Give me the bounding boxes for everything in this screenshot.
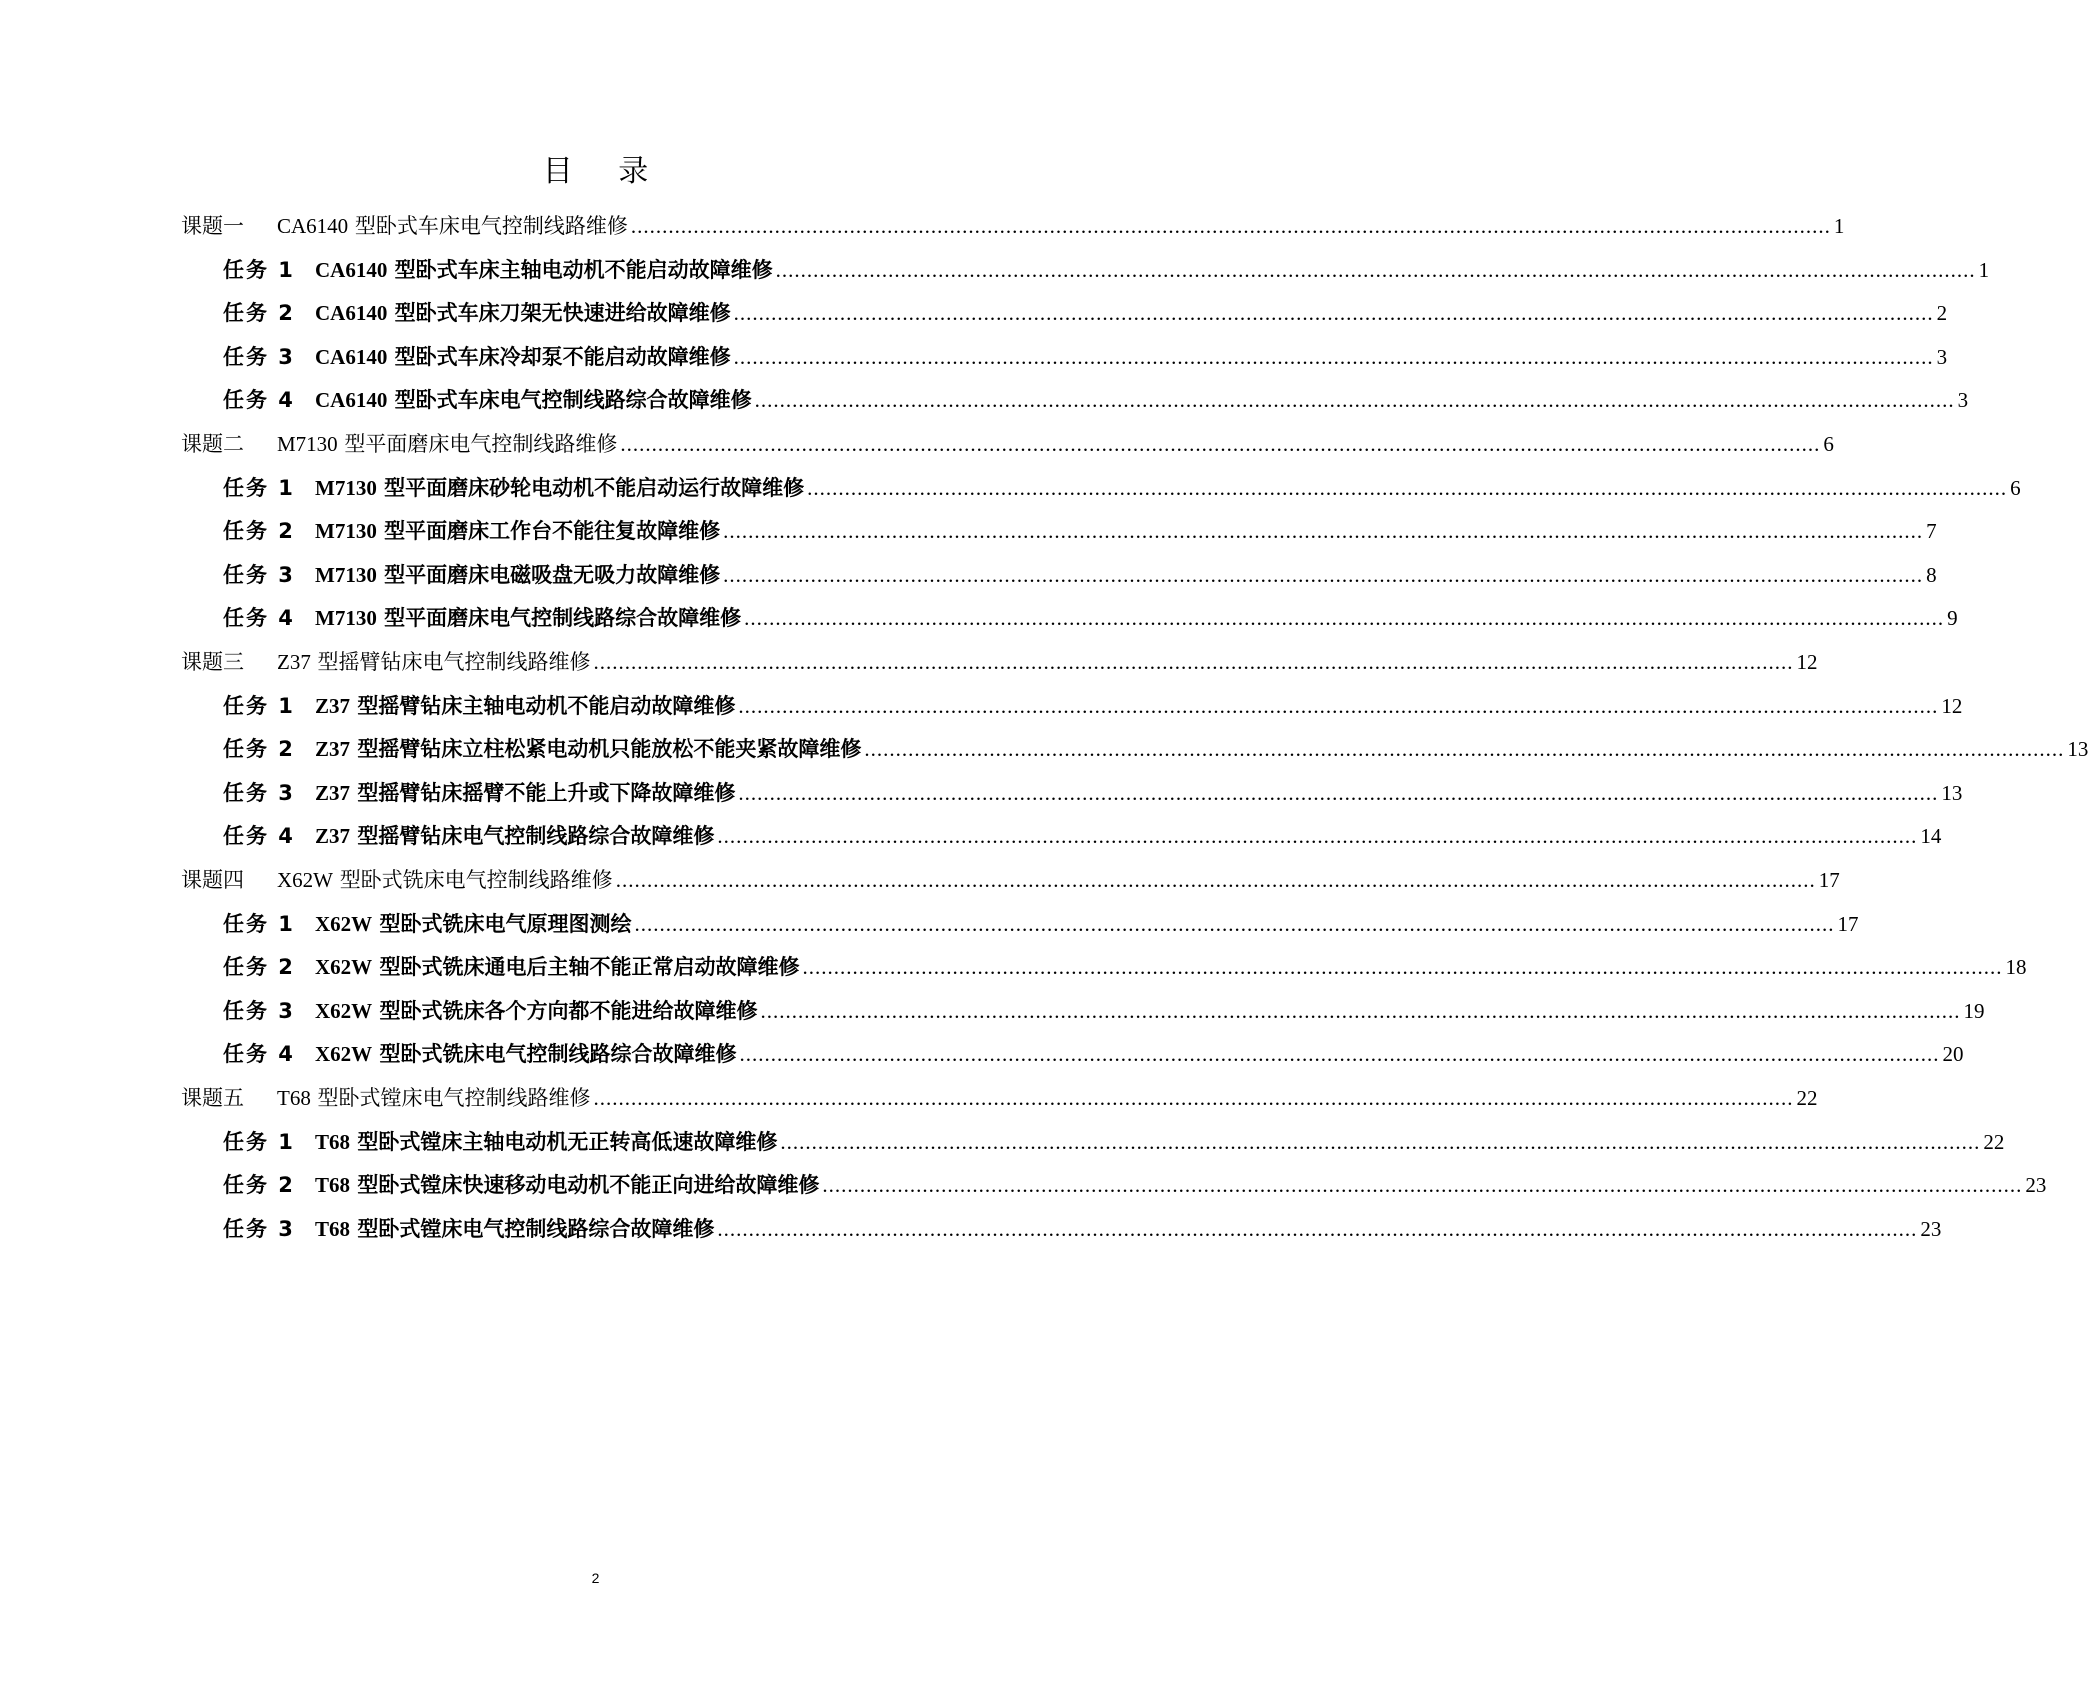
toc-dot-leader (723, 514, 1923, 548)
toc-entry-label: 任务 3 (223, 998, 295, 1023)
toc-entry-title-text: 型摇臂钻床电气控制线路维修 (317, 650, 591, 674)
toc-entry-title (277, 863, 613, 897)
toc-entry-label: 任务 2 (223, 519, 295, 544)
toc-entry-title-text: 型卧式车床刀架无快速进给故障维修 (394, 301, 731, 326)
toc-entry-page: 13 (1941, 780, 1963, 805)
toc-task-entry[interactable] (223, 1168, 2047, 1202)
toc-task-entry[interactable] (223, 1212, 1942, 1246)
toc-entry-code: X62W (315, 998, 373, 1023)
toc-dot-leader (776, 253, 1976, 287)
toc-entry-label: 课题五 (181, 1086, 244, 1110)
page-number: 2 (591, 1570, 600, 1586)
toc-task-entry[interactable] (223, 950, 2027, 984)
toc-dot-leader (739, 1037, 1939, 1071)
toc-dot-leader (760, 994, 1960, 1028)
toc-entry-title-text: 型卧式镗床电气控制线路综合故障维修 (357, 1216, 715, 1241)
toc-entry-code: Z37 (315, 693, 351, 718)
toc-entry-page: 7 (1926, 519, 1937, 544)
toc-entry-label: 任务 2 (223, 301, 295, 326)
toc-entry-code: M7130 (277, 432, 338, 456)
toc-entry-page: 17 (1818, 868, 1840, 892)
toc-task-entry[interactable] (223, 601, 1958, 635)
toc-entry-title-text: 型平面磨床电磁吸盘无吸力故障维修 (384, 562, 721, 587)
toc-entry-label: 任务 1 (223, 693, 295, 718)
toc-entry-label: 任务 4 (223, 606, 295, 631)
toc-entry-label: 任务 3 (223, 1216, 295, 1241)
toc-entry-title-text: 型卧式铣床电气控制线路综合故障维修 (379, 1042, 737, 1067)
toc-entry-title (277, 645, 591, 679)
toc-chapter-entry[interactable] (181, 645, 1818, 679)
toc-dot-leader (723, 558, 1923, 592)
toc-entry-code: M7130 (315, 519, 377, 544)
toc-entry-code: Z37 (277, 650, 311, 674)
toc-entry-code: CA6140 (315, 344, 388, 369)
toc-entry-page: 6 (1823, 432, 1834, 456)
toc-dot-leader (807, 471, 2007, 505)
toc-entry-page: 22 (1796, 1086, 1818, 1110)
toc-entry-page: 17 (1837, 911, 1859, 936)
toc-dot-leader (734, 296, 1934, 330)
toc-entry-page: 13 (2067, 737, 2088, 762)
toc-dot-leader (616, 863, 1816, 897)
toc-entry-label: 课题二 (181, 432, 244, 456)
toc-entry-page: 23 (1920, 1216, 1942, 1241)
toc-entry-label: 任务 3 (223, 562, 295, 587)
toc-task-entry[interactable] (223, 471, 2021, 505)
toc-entry-title (315, 471, 804, 505)
toc-entry-code: CA6140 (315, 257, 388, 282)
toc-entry-title (315, 253, 773, 287)
toc-task-entry[interactable] (223, 994, 1985, 1028)
toc-dot-leader (734, 340, 1934, 374)
toc-entry-label: 任务 1 (223, 257, 295, 282)
toc-entry-code: T68 (315, 1129, 351, 1154)
toc-entry-label: 任务 1 (223, 911, 295, 936)
toc-entry-title (277, 209, 628, 243)
toc-entry-title (315, 1212, 714, 1246)
toc-entry-page: 12 (1796, 650, 1818, 674)
toc-task-entry[interactable] (223, 514, 1937, 548)
toc-entry-page: 8 (1926, 562, 1937, 587)
toc-entry-title-text: 型平面磨床砂轮电动机不能启动运行故障维修 (384, 475, 805, 500)
toc-dot-leader (717, 1212, 1917, 1246)
toc-entry-code: CA6140 (315, 388, 388, 413)
toc-entry-title (315, 819, 714, 853)
toc-task-entry[interactable] (223, 296, 1948, 330)
toc-entry-page: 12 (1941, 693, 1963, 718)
toc-entry-title-text: 型卧式镗床电气控制线路维修 (317, 1086, 591, 1110)
page-title: 目 录 (542, 154, 667, 189)
toc-task-entry[interactable] (223, 253, 1990, 287)
toc-entry-label: 任务 2 (223, 955, 295, 980)
toc-dot-leader (594, 645, 1794, 679)
toc-entry-title (315, 689, 735, 723)
toc-entry-label: 任务 2 (223, 1173, 295, 1198)
toc-entry-code: M7130 (315, 562, 377, 587)
toc-entry-page: 22 (1983, 1129, 2005, 1154)
toc-dot-leader (802, 950, 2002, 984)
toc-entry-code: CA6140 (277, 214, 349, 238)
toc-entry-title (315, 340, 731, 374)
toc-chapter-entry[interactable] (181, 427, 1834, 461)
toc-entry-title (315, 907, 631, 941)
toc-entry-title-text: 型卧式铣床通电后主轴不能正常启动故障维修 (379, 955, 800, 980)
toc-entry-title-text: 型摇臂钻床电气控制线路综合故障维修 (357, 824, 715, 849)
toc-entry-title-text: 型卧式车床电气控制线路综合故障维修 (394, 388, 752, 413)
toc-entry-title (315, 601, 741, 635)
toc-entry-title-text: 型卧式铣床各个方向都不能进给故障维修 (379, 998, 758, 1023)
toc-entry-code: M7130 (315, 606, 377, 631)
toc-entry-title (315, 994, 757, 1028)
toc-entry-label: 任务 3 (223, 344, 295, 369)
toc-entry-title-text: 型平面磨床电气控制线路综合故障维修 (384, 606, 742, 631)
toc-dot-leader (755, 383, 1955, 417)
toc-chapter-entry[interactable] (181, 863, 1840, 897)
toc-dot-leader (738, 776, 1938, 810)
toc-task-entry[interactable] (223, 907, 1859, 941)
toc-entry-title-text: 型卧式镗床快速移动电动机不能正向进给故障维修 (357, 1173, 820, 1198)
toc-chapter-entry[interactable] (181, 1081, 1818, 1115)
toc-entry-title (315, 558, 720, 592)
toc-entry-code: T68 (315, 1216, 351, 1241)
toc-entry-code: X62W (315, 1042, 373, 1067)
toc-entry-page: 18 (2005, 955, 2027, 980)
toc-task-entry[interactable] (223, 732, 2088, 766)
toc-entry-title-text: 型摇臂钻床主轴电动机不能启动故障维修 (357, 693, 736, 718)
toc-entry-title (315, 950, 799, 984)
toc-entry-title (315, 383, 752, 417)
toc-entry-title-text: 型平面磨床电气控制线路维修 (344, 432, 618, 456)
toc-entry-label: 课题一 (181, 214, 244, 238)
toc-entry-title (315, 296, 731, 330)
toc-entry-label: 任务 4 (223, 1042, 295, 1067)
toc-entry-code: T68 (277, 1086, 311, 1110)
toc-entry-code: M7130 (315, 475, 377, 500)
toc-entry-title (315, 732, 861, 766)
toc-entry-title (277, 1081, 591, 1115)
toc-entry-label: 任务 3 (223, 780, 295, 805)
toc-entry-label: 任务 2 (223, 737, 295, 762)
toc-entry-label: 课题三 (181, 650, 244, 674)
toc-entry-page: 6 (2010, 475, 2021, 500)
toc-dot-leader (634, 907, 1834, 941)
toc-entry-title-text: 型卧式车床冷却泵不能启动故障维修 (394, 344, 731, 369)
toc-entry-title-text: 型卧式铣床电气原理图测绘 (379, 911, 632, 936)
toc-entry-title (315, 1037, 736, 1071)
toc-task-entry[interactable] (223, 819, 1942, 853)
toc-dot-leader (864, 732, 2064, 766)
toc-dot-leader (780, 1125, 1980, 1159)
toc-entry-title-text: 型卧式镗床主轴电动机无正转高低速故障维修 (357, 1129, 778, 1154)
toc-chapter-entry[interactable] (181, 209, 1845, 243)
toc-dot-leader (738, 689, 1938, 723)
toc-dot-leader (631, 209, 1831, 243)
toc-entry-title (315, 776, 735, 810)
toc-entry-label: 任务 1 (223, 1129, 295, 1154)
toc-entry-code: Z37 (315, 737, 351, 762)
toc-task-entry[interactable] (223, 383, 1969, 417)
toc-entry-title (315, 1125, 777, 1159)
toc-entry-label: 任务 4 (223, 824, 295, 849)
toc-dot-leader (594, 1081, 1794, 1115)
toc-entry-page: 20 (1942, 1042, 1964, 1067)
toc-entry-label: 任务 1 (223, 475, 295, 500)
toc-entry-code: Z37 (315, 780, 351, 805)
toc-task-entry[interactable] (223, 1125, 2005, 1159)
toc-dot-leader (620, 427, 1820, 461)
toc-entry-code: Z37 (315, 824, 351, 849)
toc-entry-title (315, 1168, 819, 1202)
toc-entry-title (315, 514, 720, 548)
toc-task-entry[interactable] (223, 1037, 1964, 1071)
toc-entry-code: X62W (277, 868, 333, 892)
toc-entry-title (277, 427, 617, 461)
toc-entry-code: X62W (315, 955, 373, 980)
toc-entry-title-text: 型卧式铣床电气控制线路维修 (339, 868, 613, 892)
toc-entry-code: CA6140 (315, 301, 388, 326)
toc-entry-label: 课题四 (181, 868, 244, 892)
toc-task-entry[interactable] (223, 776, 1963, 810)
toc-dot-leader (744, 601, 1944, 635)
toc-task-entry[interactable] (223, 558, 1937, 592)
toc-entry-title-text: 型卧式车床电气控制线路维修 (354, 214, 628, 238)
toc-entry-title-text: 型摇臂钻床摇臂不能上升或下降故障维修 (357, 780, 736, 805)
toc-task-entry[interactable] (223, 689, 1963, 723)
toc-entry-page: 3 (1936, 344, 1948, 369)
toc-entry-page: 3 (1957, 388, 1969, 413)
toc-entry-title-text: 型平面磨床工作台不能往复故障维修 (384, 519, 721, 544)
toc-entry-page: 19 (1963, 998, 1985, 1023)
toc-entry-page: 14 (1920, 824, 1942, 849)
toc-entry-code: X62W (315, 911, 373, 936)
toc-entry-title-text: 型卧式车床主轴电动机不能启动故障维修 (394, 257, 773, 282)
toc-entry-page: 23 (2025, 1173, 2047, 1198)
toc-task-entry[interactable] (223, 340, 1948, 374)
toc-dot-leader (717, 819, 1917, 853)
toc-entry-page: 1 (1833, 214, 1845, 238)
toc-dot-leader (822, 1168, 2022, 1202)
toc-entry-page: 2 (1936, 301, 1948, 326)
toc-entry-page: 1 (1978, 257, 1990, 282)
toc-entry-page: 9 (1947, 606, 1958, 631)
toc-entry-code: T68 (315, 1173, 351, 1198)
toc-entry-label: 任务 4 (223, 388, 295, 413)
toc-entry-title-text: 型摇臂钻床立柱松紧电动机只能放松不能夹紧故障维修 (357, 737, 862, 762)
